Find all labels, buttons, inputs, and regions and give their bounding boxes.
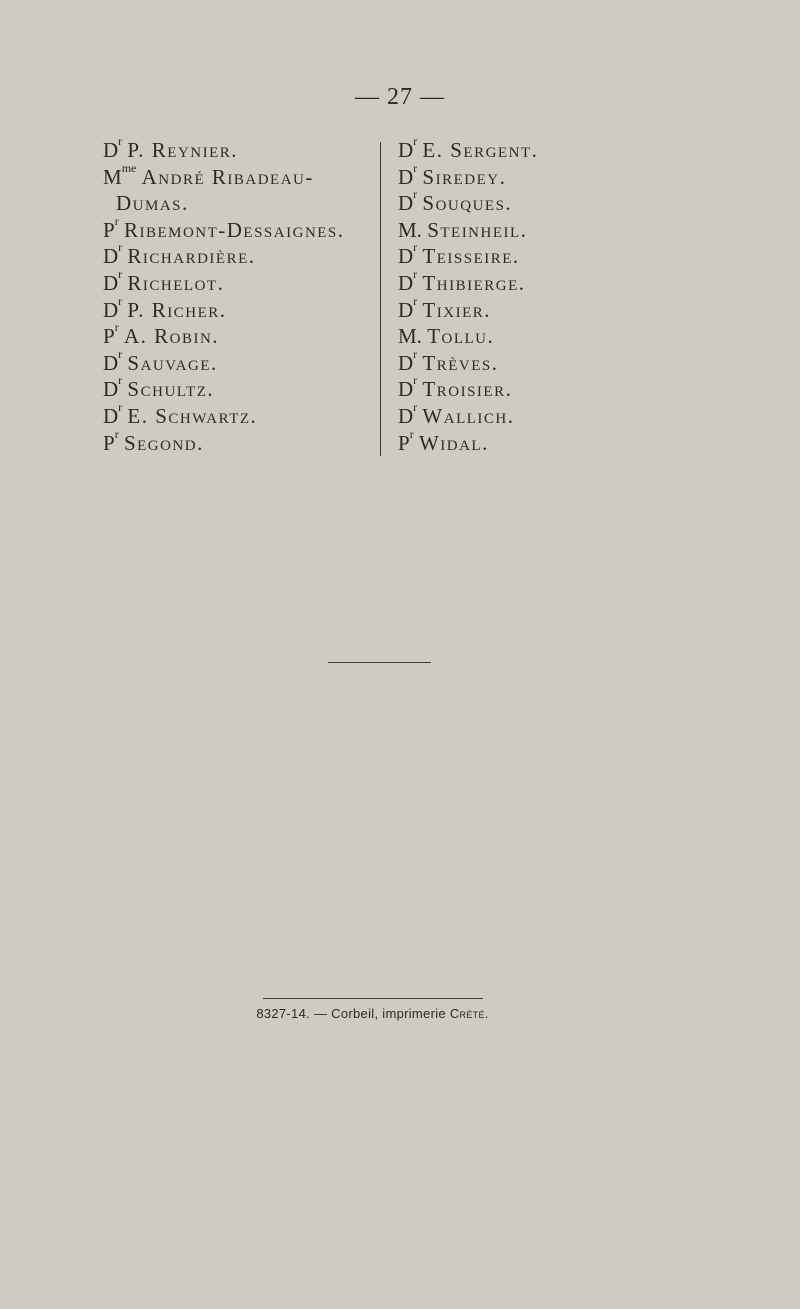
name-entry [103, 213, 380, 244]
names-column-right [398, 134, 698, 456]
page-number: — 27 — [355, 84, 445, 110]
person-name: A. Robin. [123, 324, 220, 349]
imprint-line [0, 1006, 745, 1021]
honorific-superscript: r [118, 240, 123, 255]
person-name: Souques. [422, 191, 513, 216]
honorific: M. [398, 217, 422, 242]
person-name: Widal. [418, 430, 489, 455]
honorific-superscript: r [413, 266, 418, 281]
honorific: $P^r$ [398, 426, 414, 455]
name-entry [103, 399, 380, 430]
name-entry [398, 240, 698, 270]
honorific: $P^r$ [103, 426, 119, 455]
honorific: $D^r$ [398, 346, 418, 375]
name-entry [103, 240, 380, 270]
imprint-rule [263, 998, 483, 999]
name-entry [398, 399, 698, 430]
honorific: $P^r$ [103, 213, 119, 242]
honorific: $D^r$ [398, 373, 418, 402]
person-name: Troisier. [422, 377, 513, 402]
honorific-superscript: r [413, 373, 418, 388]
name-entry [103, 160, 380, 191]
honorific-superscript: r [413, 399, 418, 414]
name-entry [398, 426, 698, 457]
name-entry [398, 293, 698, 324]
column-divider [380, 142, 381, 456]
name-entry [103, 320, 380, 350]
person-name: Teisseire. [422, 244, 520, 269]
imprint-text: 8327-14. — Corbeil, imprimerie [256, 1006, 450, 1021]
honorific-superscript: me [121, 160, 137, 175]
person-name: Dumas. [116, 191, 189, 216]
honorific: $D^r$ [103, 346, 123, 375]
honorific: $D^r$ [103, 293, 123, 322]
person-name: Steinheil. [427, 217, 528, 242]
name-entry [103, 190, 380, 217]
honorific: $D^r$ [103, 399, 123, 428]
person-name: Trèves. [422, 350, 499, 375]
honorific-superscript: r [118, 399, 123, 414]
honorific-superscript: r [118, 373, 123, 388]
honorific: $D^r$ [103, 266, 123, 295]
name-entry [398, 346, 698, 377]
honorific-superscript: r [413, 187, 418, 202]
honorific: $D^r$ [103, 134, 123, 162]
person-name: P. Reynier. [127, 138, 239, 162]
person-name: Tixier. [422, 297, 491, 322]
person-name: Sauvage. [127, 350, 218, 375]
honorific: $P^r$ [103, 320, 119, 349]
name-entry [103, 266, 380, 297]
honorific: $D^r$ [398, 293, 418, 322]
person-name: Ribemont-Dessaignes. [123, 217, 345, 242]
honorific-superscript: r [413, 134, 418, 148]
person-name: Siredey. [422, 164, 507, 189]
honorific-superscript: r [118, 266, 123, 281]
person-name: Richelot. [127, 270, 225, 295]
honorific: $D^r$ [398, 160, 418, 189]
person-name: André Ribadeau- [141, 164, 314, 189]
person-name: Richardière. [127, 244, 256, 269]
honorific: $D^r$ [398, 399, 418, 428]
names-column-left [103, 134, 380, 456]
name-entry [103, 134, 380, 164]
name-entry [103, 426, 380, 457]
honorific: $D^r$ [103, 240, 123, 269]
honorific: M. [398, 324, 422, 349]
person-name: E. Schwartz. [127, 403, 258, 428]
imprint-printer: Crété. [449, 1006, 489, 1021]
person-name: Schultz. [127, 377, 215, 402]
honorific: $D^r$ [398, 134, 418, 162]
name-entry [398, 217, 698, 244]
name-entry [398, 373, 698, 403]
honorific-superscript: r [413, 240, 418, 255]
honorific-superscript: r [114, 320, 119, 335]
honorific: $M^{me}$ [103, 160, 137, 189]
person-name: P. Richer. [127, 297, 227, 322]
name-entry [103, 373, 380, 403]
name-entry [398, 160, 698, 191]
honorific: $D^r$ [398, 187, 418, 216]
honorific-superscript: r [118, 134, 123, 148]
honorific-superscript: r [118, 293, 123, 308]
honorific: $D^r$ [103, 373, 123, 402]
person-name: Thibierge. [422, 270, 526, 295]
section-rule [328, 662, 431, 663]
honorific-superscript: r [409, 426, 414, 441]
person-name: Segond. [123, 430, 204, 455]
name-entry [398, 323, 698, 350]
name-entry [103, 293, 380, 324]
name-entry [398, 187, 698, 217]
name-entry [398, 134, 698, 164]
honorific-superscript: r [413, 346, 418, 361]
name-entry [398, 266, 698, 297]
person-name: Wallich. [422, 403, 515, 428]
person-name: E. Sergent. [422, 138, 539, 162]
honorific-superscript: r [118, 346, 123, 361]
honorific-superscript: r [114, 213, 119, 228]
honorific-superscript: r [413, 160, 418, 175]
honorific: $D^r$ [398, 266, 418, 295]
honorific: $D^r$ [398, 240, 418, 269]
honorific-superscript: r [413, 293, 418, 308]
person-name: Tollu. [427, 324, 495, 349]
honorific-superscript: r [114, 426, 119, 441]
name-entry [103, 346, 380, 377]
